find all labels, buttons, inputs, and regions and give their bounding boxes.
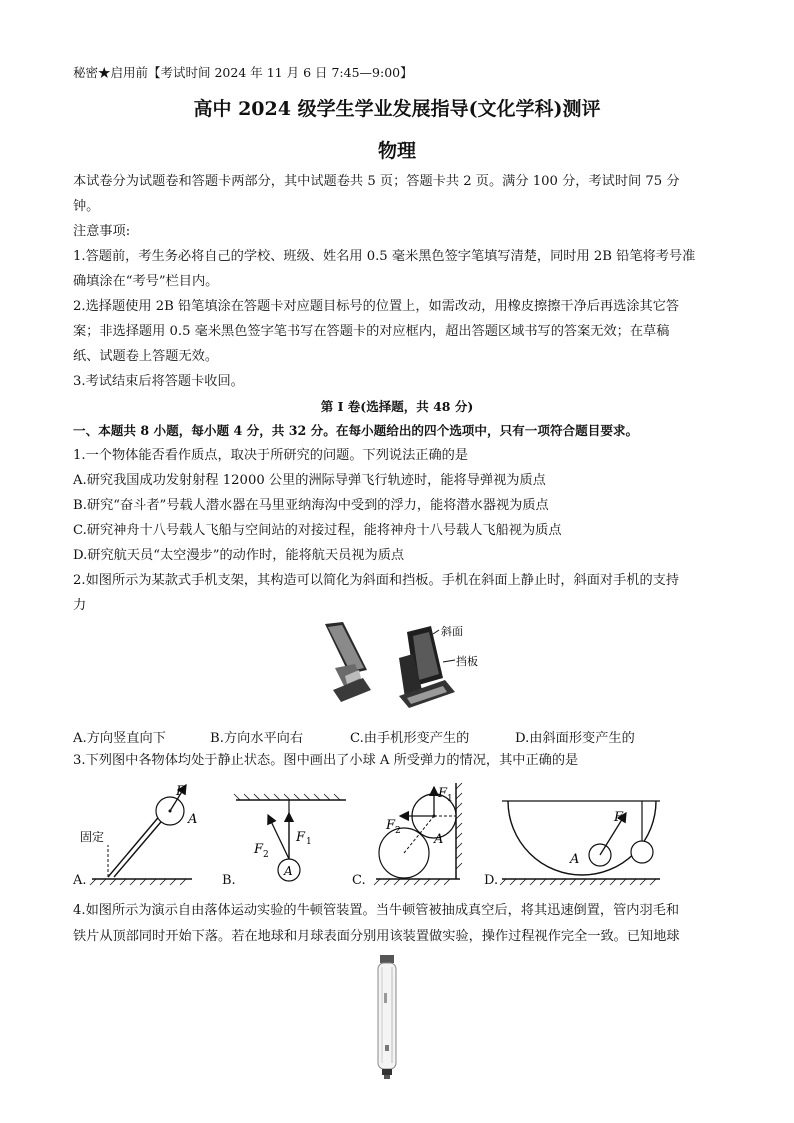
label-baffle: 挡板	[456, 655, 478, 668]
label-f2-c-sub: 2	[395, 826, 401, 836]
phone-stand-right	[399, 626, 455, 708]
notice-item-3: 3.考试结束后将答题卡收回。	[73, 374, 244, 389]
q3-figure-b	[234, 794, 346, 881]
page-title: 高中 2024 级学生学业发展指导(文化学科)测评	[193, 98, 601, 120]
exam-secret-line: 秘密★启用前【考试时间 2024 年 11 月 6 日 7:45—9:00】	[73, 65, 413, 80]
q2-stem-line-2: 力	[73, 598, 87, 613]
label-f1-c-sub: 1	[447, 794, 453, 804]
q1-option-a: A.研究我国成功发射射程 12000 公里的洲际导弹飞行轨迹时，能将导弹视为质点	[73, 473, 546, 488]
subject-title: 物理	[377, 140, 416, 162]
q3-options	[73, 873, 573, 891]
q1-option-c: C.研究神舟十八号载人飞船与空间站的对接过程，能将神舟十八号载人飞船视为质点	[73, 523, 562, 538]
section-title: 第 I 卷(选择题，共 48 分)	[320, 399, 474, 414]
label-f1-c: F	[438, 786, 448, 801]
q2-option-b: B.方向水平向右	[210, 731, 304, 746]
label-fixed: 固定	[80, 830, 105, 844]
intro-line-2: 钟。	[73, 199, 100, 214]
notice-item-2-line-3: 纸、试题卷上答题无效。	[73, 349, 219, 364]
q4-stem-line-1: 4.如图所示为演示自由落体运动实验的牛顿管装置。当牛顿管被抽成真空后，将其迅速倒置，管内羽毛和	[73, 903, 680, 918]
label-f2-b: F	[254, 842, 264, 857]
label-ball-a-2: A	[284, 864, 293, 878]
label-f-a: F	[176, 784, 186, 799]
newton-tube-figure	[368, 953, 408, 1083]
phone-stand-left	[325, 622, 371, 702]
label-slope: 斜面	[441, 625, 463, 638]
q3-stem: 3.下列图中各物体均处于静止状态。图中画出了小球 A 所受弹力的情况，其中正确的是	[73, 753, 579, 768]
q2-phone-stand-figure	[315, 618, 495, 718]
label-f1-b: F	[296, 830, 306, 845]
q1-option-d: D.研究航天员“太空漫步”的动作时，能将航天员视为质点	[73, 548, 405, 563]
label-f1-b-sub: 1	[306, 837, 312, 847]
q2-option-a: A.方向竖直向下	[73, 731, 166, 746]
label-ball-a-4: A	[570, 852, 580, 867]
label-ball-a-3: A	[434, 832, 444, 847]
label-f2-b-sub: 2	[263, 850, 269, 860]
q3-option-d: D.	[484, 873, 499, 888]
q3-figure-a	[80, 784, 197, 885]
notice-heading: 注意事项:	[73, 224, 131, 239]
q1-option-b: B.研究“奋斗者”号载人潜水器在马里亚纳海沟中受到的浮力，能将潜水器视为质点	[73, 498, 549, 513]
label-ball-a-1: A	[188, 812, 198, 827]
q1-stem: 1.一个物体能否看作质点，取决于所研究的问题。下列说法正确的是	[73, 448, 469, 463]
q3-option-b: B.	[222, 873, 236, 888]
label-f-d: F	[614, 810, 624, 825]
q3-option-a: A.	[73, 873, 87, 888]
q2-option-c: C.由手机形变产生的	[350, 731, 470, 746]
notice-item-2-line-2: 案；非选择题用 0.5 毫米黑色签字笔书写在答题卡的对应框内，超出答题区域书写的答案无效；在草稿	[73, 324, 670, 339]
label-f2-c: F	[386, 818, 396, 833]
notice-item-2-line-1: 2.选择题使用 2B 铅笔填涂在答题卡对应题目标号的位置上，如需改动，用橡皮擦擦干净后再选涂其它答	[73, 299, 680, 314]
q2-option-d: D.由斜面形变产生的	[515, 731, 635, 746]
notice-item-1-line-1: 1.答题前，考生务必将自己的学校、班级、姓名用 0.5 毫米黑色签字笔填写清楚，同时用 2B 铅笔将考号准	[73, 249, 696, 264]
q3-figure-c	[374, 783, 462, 885]
notice-item-1-line-2: 确填涂在“考号”栏目内。	[73, 274, 219, 289]
q2-stem-line-1: 2.如图所示为某款式手机支架，其构造可以简化为斜面和挡板。手机在斜面上静止时，斜面对手机的支持	[73, 573, 680, 588]
q2-options	[73, 727, 713, 745]
q4-stem-line-2: 铁片从顶部同时开始下落。若在地球和月球表面分别用该装置做实验，操作过程视作完全一致。已知地球	[73, 929, 680, 944]
q3-option-c: C.	[352, 873, 366, 888]
section-instruction: 一、本题共 8 小题，每小题 4 分，共 32 分。在每小题给出的四个选项中，只有一项符合题目要求。	[73, 423, 639, 438]
intro-line-1: 本试卷分为试题卷和答题卡两部分，其中试题卷共 5 页；答题卡共 2 页。满分 100 分，考试时间 75 分	[73, 174, 680, 189]
